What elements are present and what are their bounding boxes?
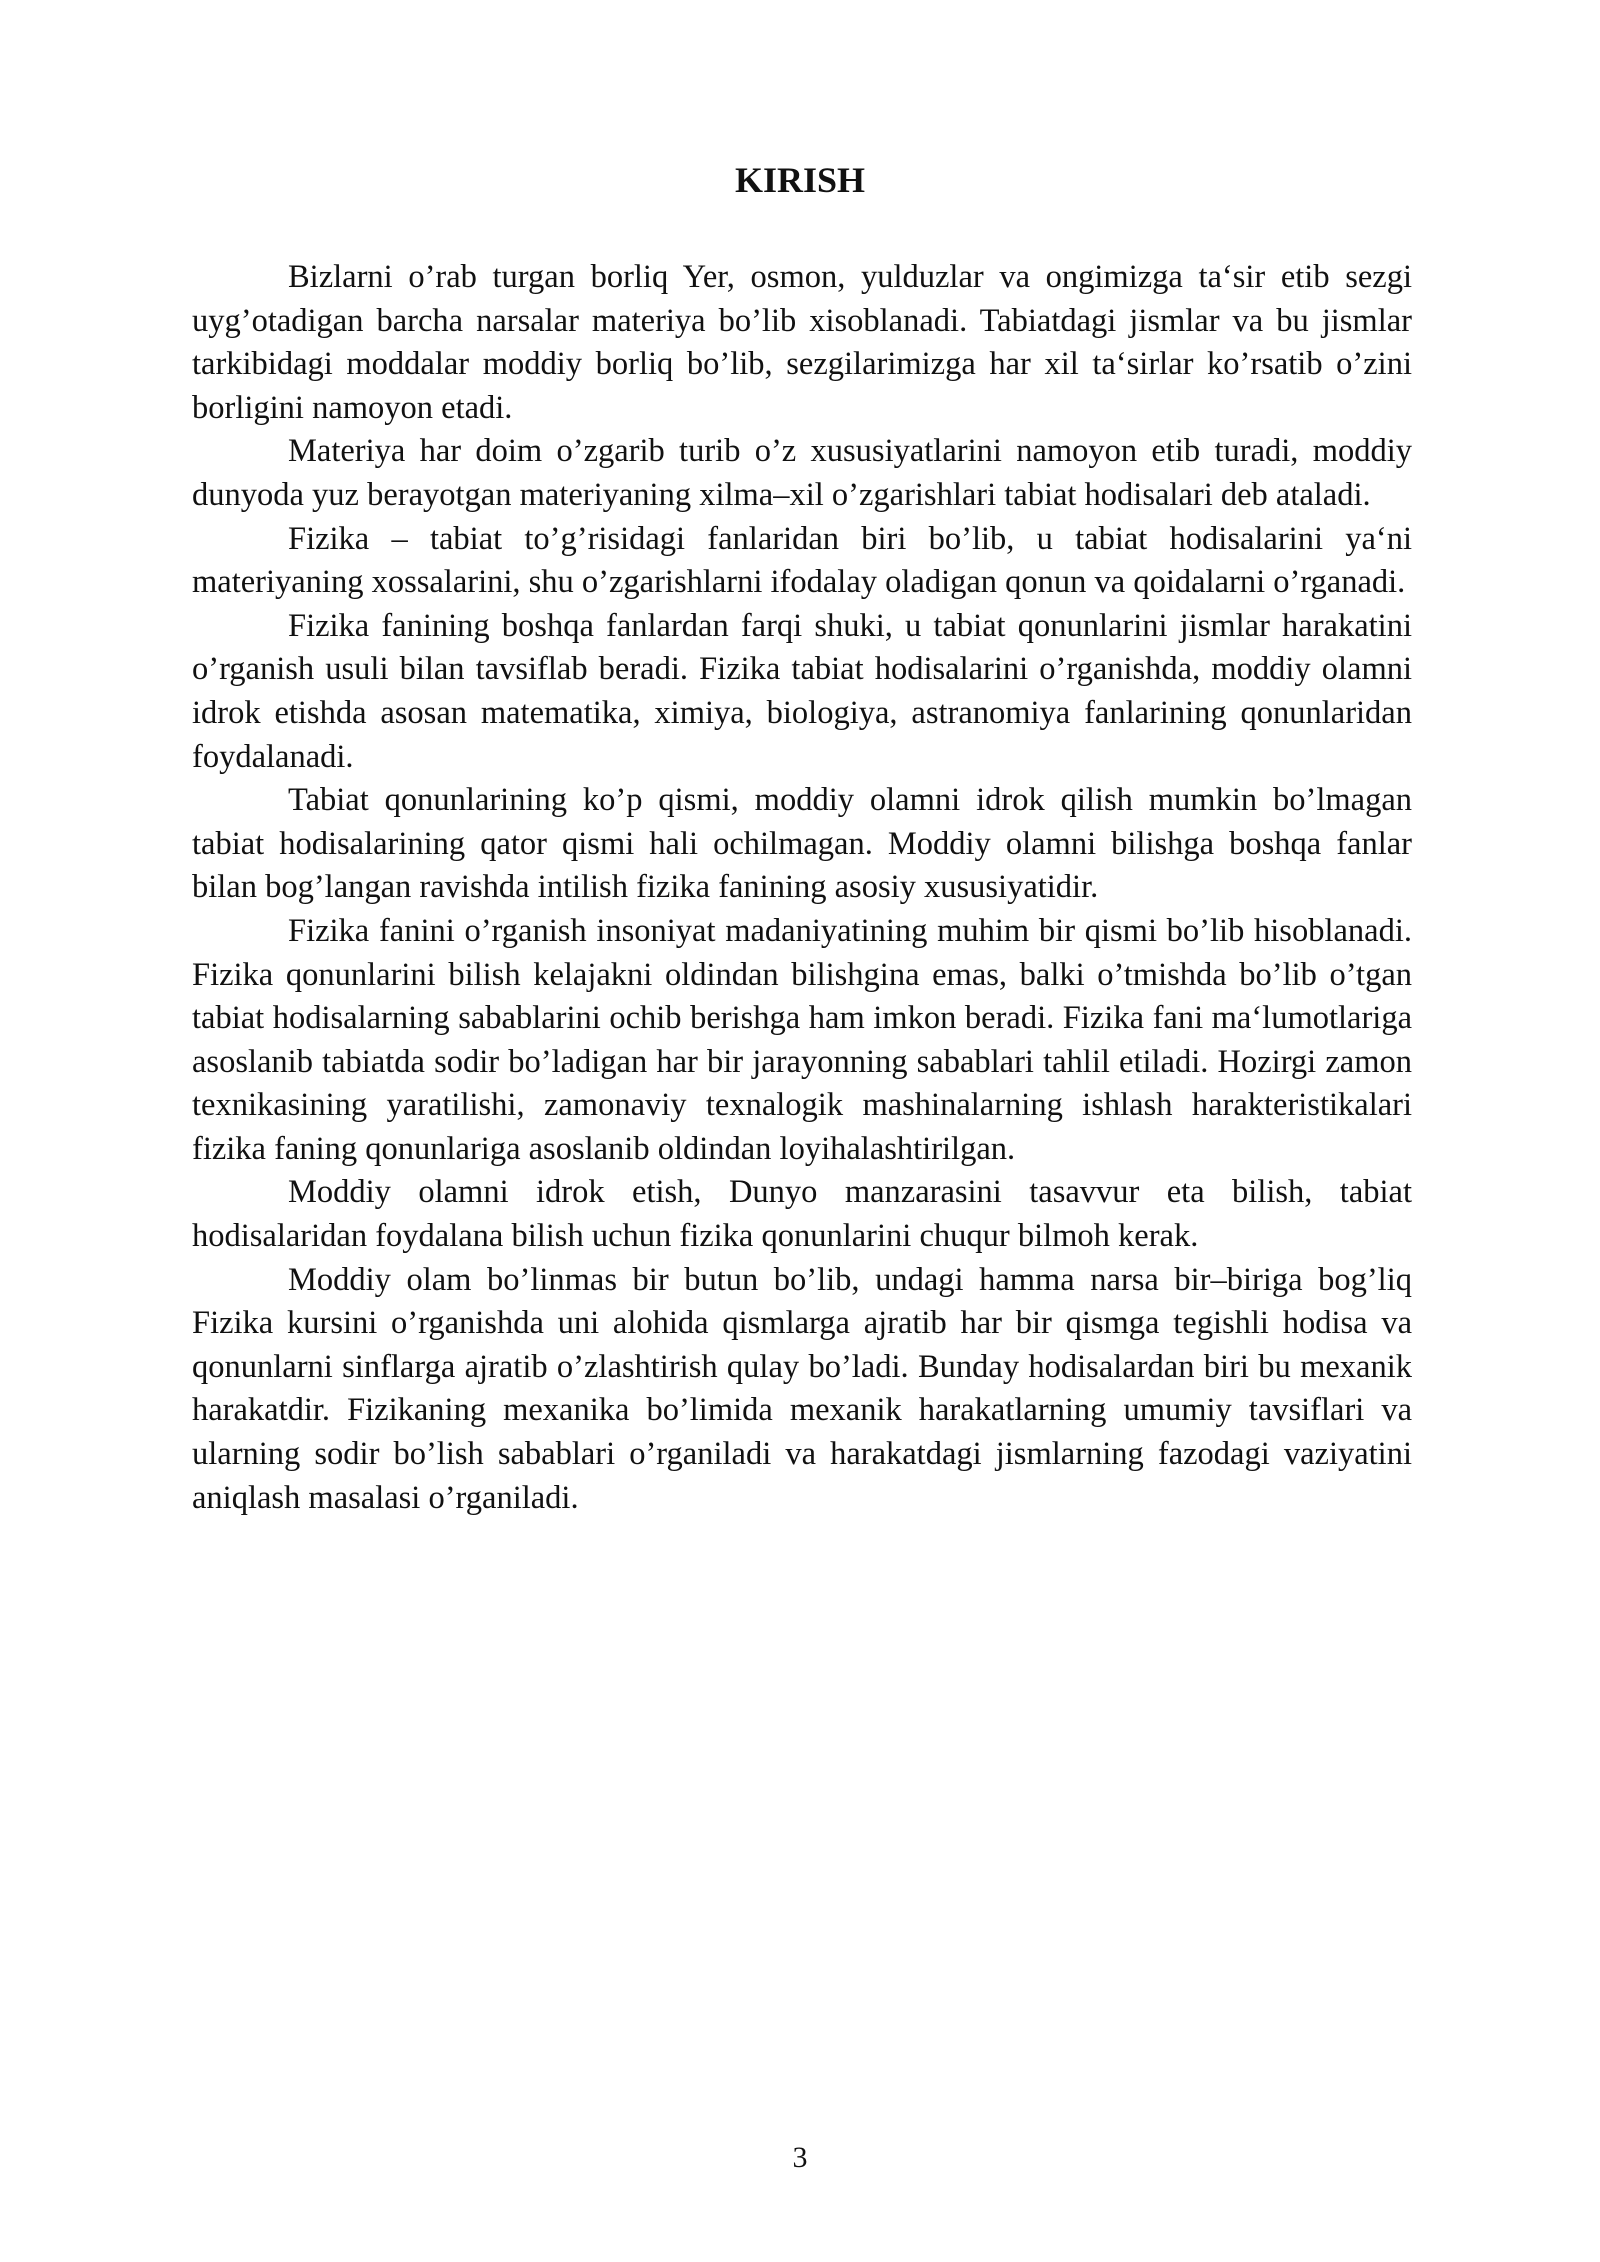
page-title: KIRISH xyxy=(734,160,866,200)
paragraph-6: Fizika fanini o’rganish insoniyat madaniyatining muhim bir qismi bo’lib hisoblanadi. Fizika qonunlarini bilish kelajakni oldindan bilishgina emas, balki o’tmishda bo’lib o’tgan tabiat hodisalarning sabablarini ochib berishga ham imkon beradi. Fizika fani ma‘lumotlariga asoslanib tabiatda sodir bo’ladigan har bir jarayonning sabablari tahlil etiladi. Hozirgi zamon texnikasining yaratilishi, zamonaviy texnalogik mashinalarning ishlash harakteristikalari fizika faning qonunlariga asoslanib oldindan loyihalashtirilgan. xyxy=(192,912,1412,1167)
page-number: 3 xyxy=(792,2141,808,2174)
paragraph-3: Fizika – tabiat to’g’risidagi fanlaridan biri bo’lib, u tabiat hodisalarini ya‘ni materiyaning xossalarini, shu o’zgarishlarni ifodalay oladigan qonun va qoidalarni o’rganadi. xyxy=(192,520,1412,601)
body-text xyxy=(192,256,1412,1520)
paragraph-2: Materiya har doim o’zgarib turib o’z xususiyatlarini namoyon etib turadi, moddiy dunyoda yuz berayotgan materiyaning xilma–xil o’zgarishlari tabiat hodisalari deb ataladi. xyxy=(192,433,1412,513)
paragraph-5: Tabiat qonunlarining ko’p qismi, moddiy olamni idrok qilish mumkin bo’lmagan tabiat hodisalarining qator qismi hali ochilmagan. Moddiy olamni bilishga boshqa fanlar bilan bog’langan ravishda intilish fizika fanining asosiy xususiyatidir. xyxy=(192,782,1412,906)
paragraph-8: Moddiy olam bo’linmas bir butun bo’lib, undagi hamma narsa bir–biriga bog’liq Fizika kursini o’rganishda uni alohida qismlarga ajratib har bir qismga tegishli hodisa va qonunlarni sinflarga ajratib o’zlashtirish qulay bo’ladi. Bunday hodisalardan biri bu mexanik harakatdir. Fizikaning mexanika bo’limida mexanik harakatlarning umumiy tavsiflari va ularning sodir bo’lish sabablari o’rganiladi va harakatdagi jismlarning fazodagi vaziyatini aniqlash masalasi o’rganiladi. xyxy=(192,1261,1412,1516)
paragraph-7: Moddiy olamni idrok etish, Dunyo manzarasini tasavvur eta bilish, tabiat hodisalaridan foydalana bilish uchun fizika qonunlarini chuqur bilmoh kerak. xyxy=(192,1174,1412,1255)
paragraph-1: Bizlarni o’rab turgan borliq Yer, osmon, yulduzlar va ongimizga ta‘sir etib sezgi uyg’otadigan barcha narsalar materiya bo’lib xisoblanadi. Tabiatdagi jismlar va bu jismlar tarkibidagi moddalar moddiy borliq bo’lib, sezgilarimizga har xil ta‘sirlar ko’rsatib o’zini borligini namoyon etadi. xyxy=(192,259,1412,426)
paragraph-4: Fizika fanining boshqa fanlardan farqi shuki, u tabiat qonunlarini jismlar harakatini o’rganish usuli bilan tavsiflab beradi. Fizika tabiat hodisalarini o’rganishda, moddiy olamni idrok etishda asosan matematika, ximiya, biologiya, astranomiya fanlarining qonunlaridan foydalanadi. xyxy=(192,607,1412,775)
